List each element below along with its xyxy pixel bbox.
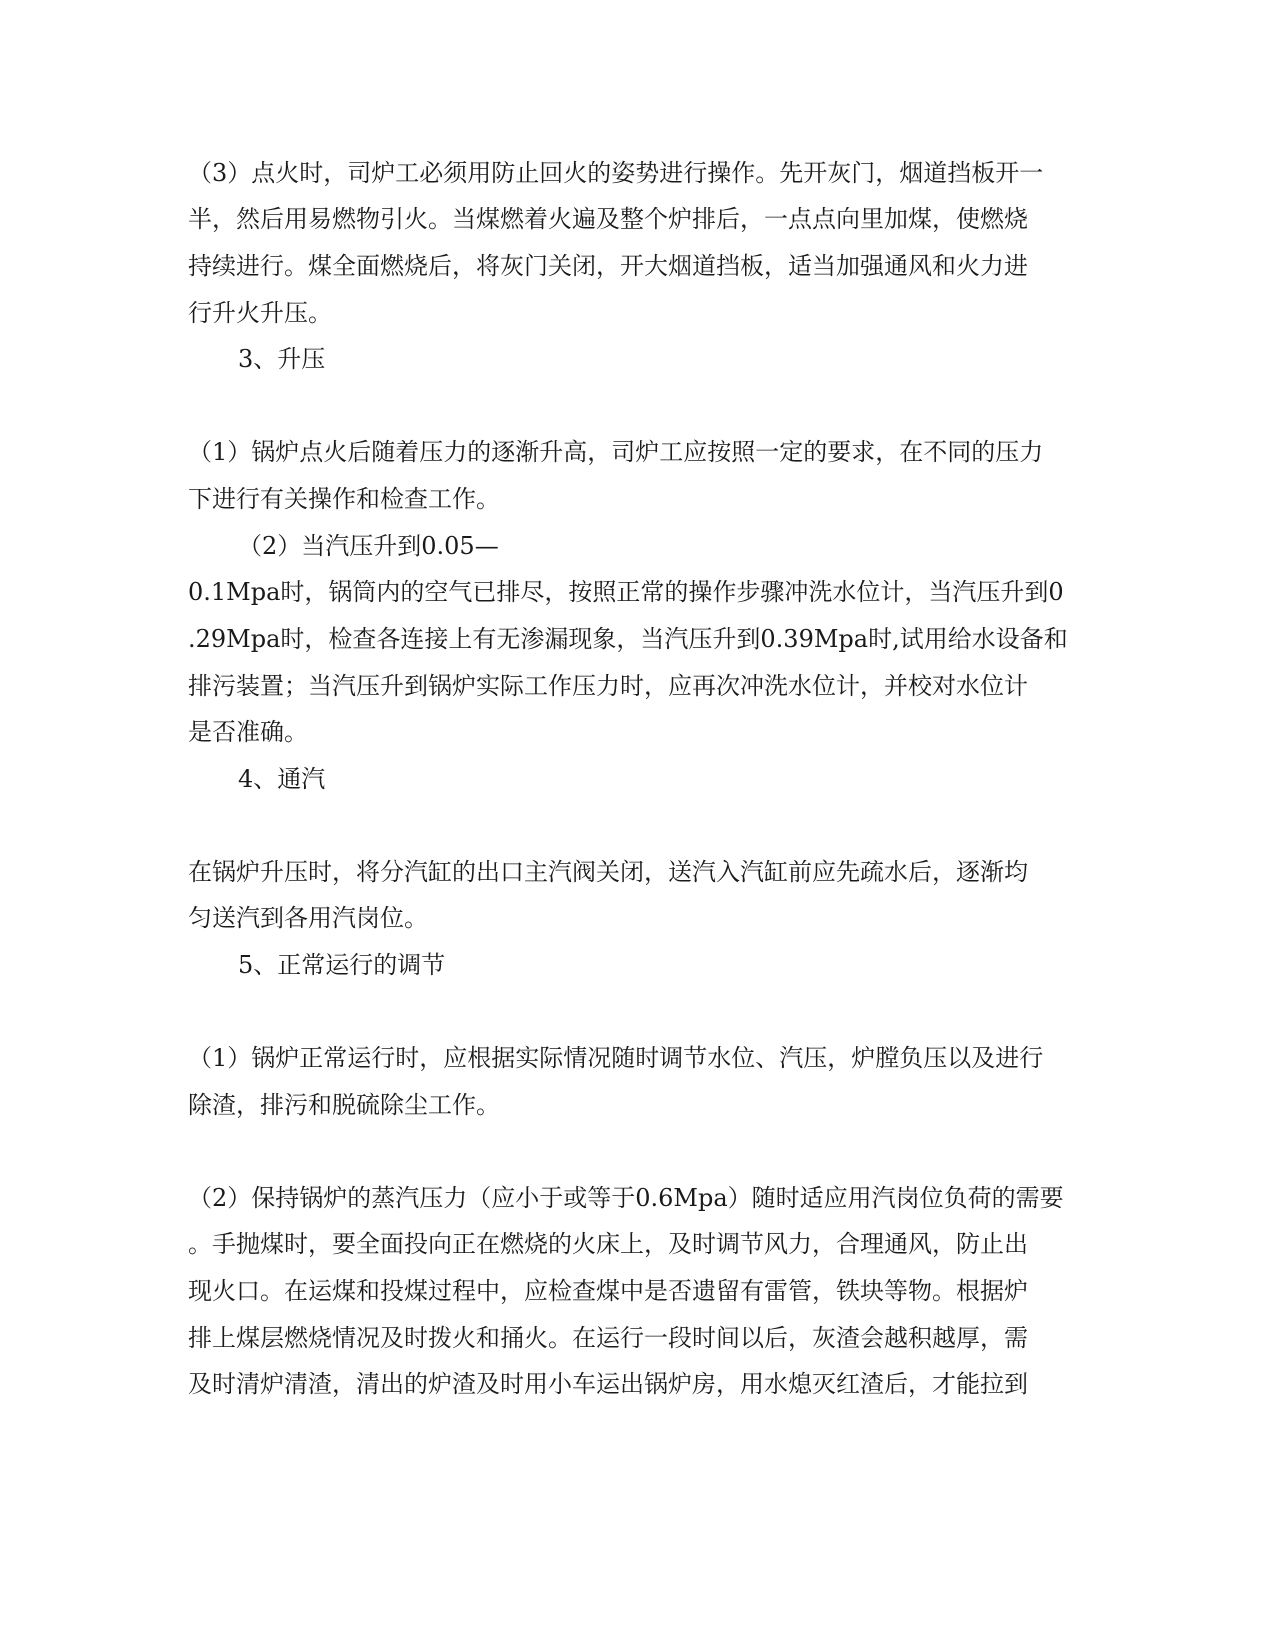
text-line: 匀送汽到各用汽岗位。 <box>188 904 428 932</box>
text-line: （1）锅炉正常运行时，应根据实际情况随时调节水位、汽压，炉膛负压以及进行 <box>188 1044 1044 1072</box>
text-line: （3）点火时，司炉工必须用防止回火的姿势进行操作。先开灰门，烟道挡板开一 <box>188 159 1044 187</box>
text-line: 是否准确。 <box>188 718 308 746</box>
section-heading: 3、升压 <box>238 345 326 373</box>
text-line: 。手抛煤时，要全面投向正在燃烧的火床上，及时调节风力，合理通风，防止出 <box>188 1230 1028 1258</box>
text-line: 下进行有关操作和检查工作。 <box>188 485 500 513</box>
section-heading: 4、通汽 <box>238 765 326 793</box>
text-line: 排污装置；当汽压升到锅炉实际工作压力时，应再次冲洗水位计，并校对水位计 <box>188 672 1028 700</box>
text-line: 及时清炉清渣，清出的炉渣及时用小车运出锅炉房，用水熄灭红渣后，才能拉到 <box>188 1370 1028 1398</box>
text-line: 在锅炉升压时，将分汽缸的出口主汽阀关闭，送汽入汽缸前应先疏水后，逐渐均 <box>188 858 1028 886</box>
text-line: 行升火升压。 <box>188 299 332 327</box>
section-heading: 5、正常运行的调节 <box>238 951 446 979</box>
text-line: （1）锅炉点火后随着压力的逐渐升高，司炉工应按照一定的要求，在不同的压力 <box>188 438 1044 466</box>
text-line: 现火口。在运煤和投煤过程中，应检查煤中是否遗留有雷管，铁块等物。根据炉 <box>188 1277 1028 1305</box>
text-line: 排上煤层燃烧情况及时拨火和捅火。在运行一段时间以后，灰渣会越积越厚，需 <box>188 1324 1028 1352</box>
text-line: 持续进行。煤全面燃烧后，将灰门关闭，开大烟道挡板，适当加强通风和火力进 <box>188 252 1028 280</box>
text-line: （2）保持锅炉的蒸汽压力（应小于或等于0.6Mpa）随时适应用汽岗位负荷的需要 <box>188 1184 1064 1212</box>
text-line: （2）当汽压升到0.05— <box>238 532 499 560</box>
text-line: 半，然后用易燃物引火。当煤燃着火遍及整个炉排后，一点点向里加煤，使燃烧 <box>188 205 1028 233</box>
text-line: .29Mpa时，检查各连接上有无渗漏现象，当汽压升到0.39Mpa时,试用给水设备和 <box>188 625 1068 653</box>
text-line: 除渣，排污和脱硫除尘工作。 <box>188 1091 500 1119</box>
text-line: 0.1Mpa时，锅筒内的空气已排尽，按照正常的操作步骤冲洗水位计，当汽压升到0 <box>188 578 1064 606</box>
